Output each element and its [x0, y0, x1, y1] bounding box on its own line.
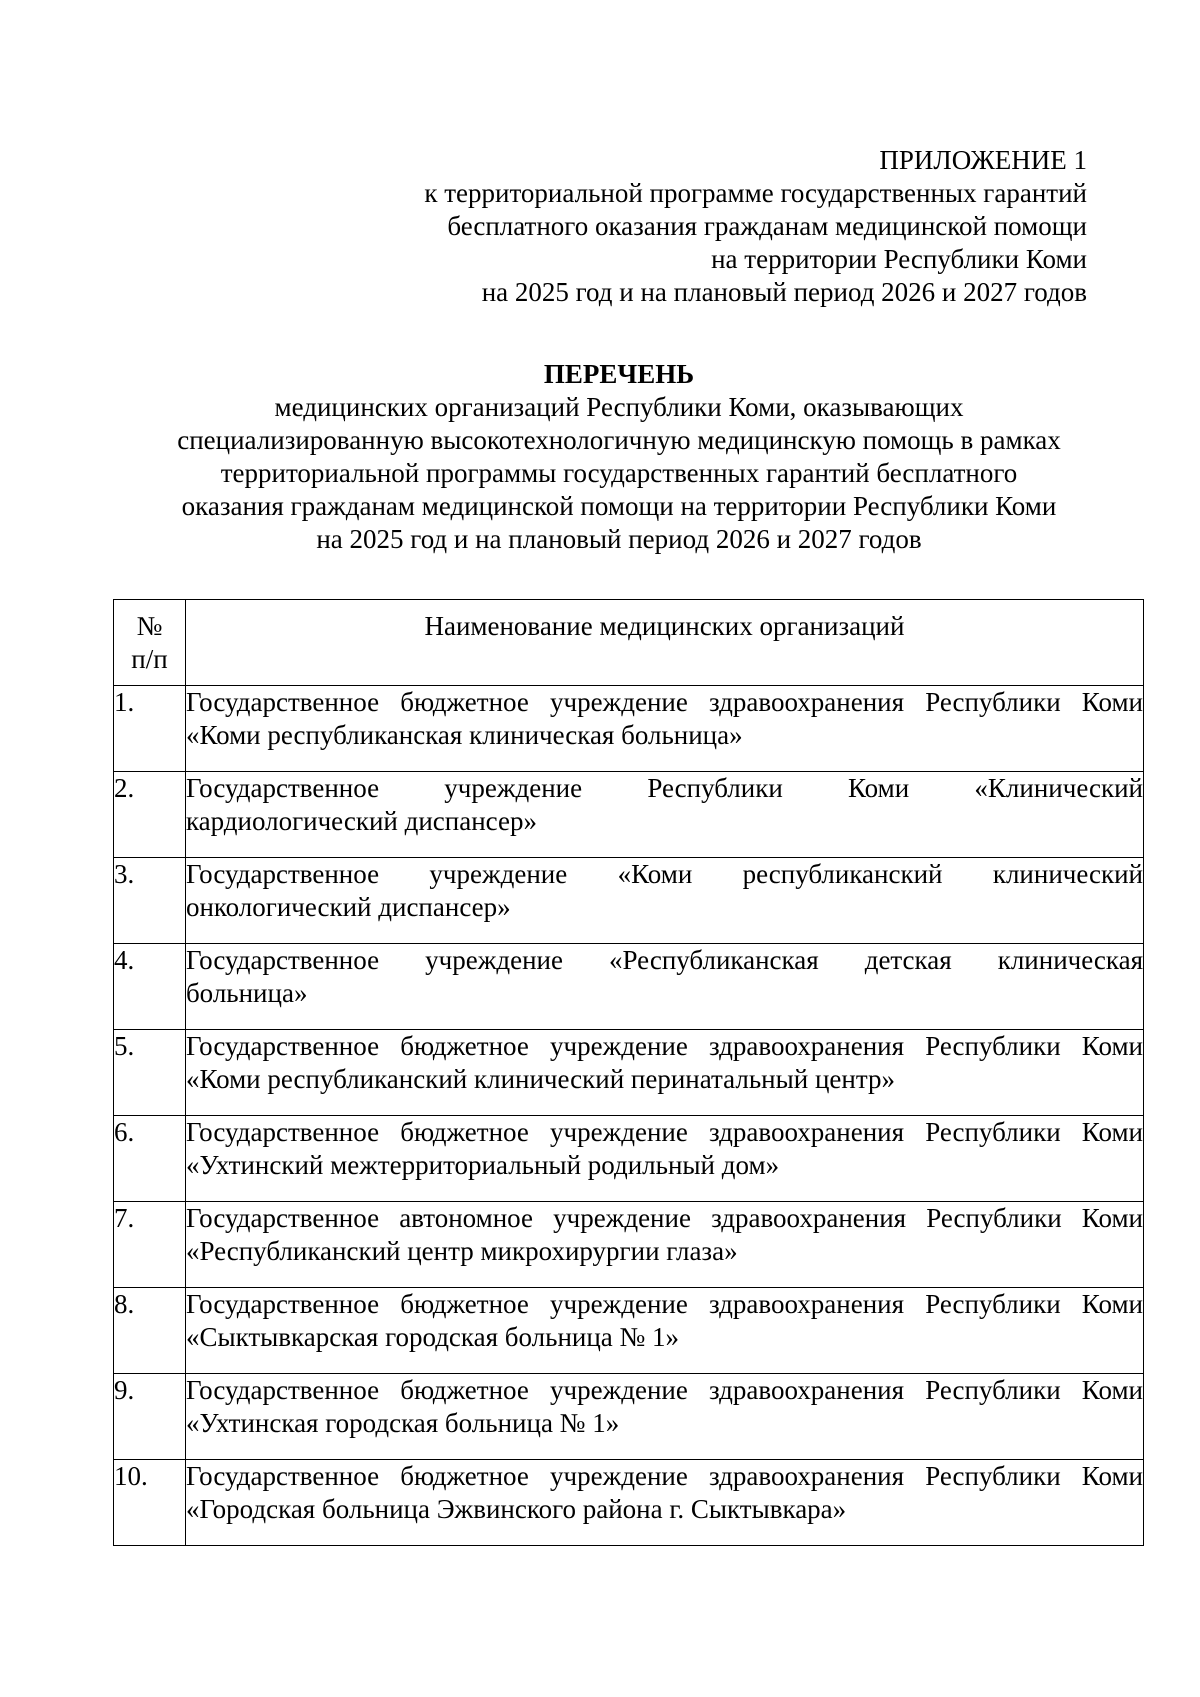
table-row — [114, 1030, 1144, 1116]
org-name-line: онкологический диспансер» — [185, 892, 511, 922]
row-organization-name — [185, 858, 1143, 944]
row-number: 2. — [114, 772, 186, 858]
org-name-line: Государственное учреждение Республики Коми «Клинический — [185, 773, 1143, 803]
row-number: 9. — [114, 1374, 186, 1460]
title-line: специализированную высокотехнологичную медицинскую помощь в рамках — [177, 425, 1061, 455]
row-number: 8. — [114, 1288, 186, 1374]
org-name-line: «Республиканский центр микрохирургии глаза» — [185, 1236, 738, 1266]
table-row — [114, 944, 1144, 1030]
header-number-label: п/п — [131, 644, 168, 674]
org-name-line: Государственное бюджетное учреждение здравоохранения Республики Коми — [185, 1461, 1143, 1491]
title-line: оказания гражданам медицинской помощи на территории Республики Коми — [181, 491, 1057, 521]
appendix-title: ПРИЛОЖЕНИЕ 1 — [879, 145, 1087, 175]
org-name-line: Государственное автономное учреждение здравоохранения Республики Коми — [185, 1203, 1143, 1233]
appendix-line: на 2025 год и на плановый период 2026 и 2027 годов — [481, 277, 1087, 307]
row-number: 10. — [114, 1460, 186, 1546]
org-name-line: Государственное бюджетное учреждение здравоохранения Республики Коми — [185, 1289, 1143, 1319]
header-number-column — [114, 600, 186, 686]
org-name-line: «Коми республиканский клинический перинатальный центр» — [185, 1064, 895, 1094]
appendix-line: бесплатного оказания гражданам медицинской помощи — [447, 211, 1087, 241]
document-heading: ПЕРЕЧЕНЬ — [543, 359, 695, 389]
row-organization-name — [185, 1374, 1143, 1460]
row-organization-name — [185, 1460, 1143, 1546]
row-organization-name — [185, 772, 1143, 858]
org-name-line: «Ухтинская городская больница № 1» — [185, 1408, 620, 1438]
org-name-line: Государственное бюджетное учреждение здравоохранения Республики Коми — [185, 1031, 1143, 1061]
header-number-symbol: № — [136, 611, 163, 641]
row-number: 4. — [114, 944, 186, 1030]
table-row — [114, 858, 1144, 944]
table-row — [114, 1374, 1144, 1460]
row-number: 6. — [114, 1116, 186, 1202]
table-row — [114, 1460, 1144, 1546]
table-row — [114, 1288, 1144, 1374]
table-row — [114, 1116, 1144, 1202]
appendix-header — [287, 144, 1087, 309]
org-name-line: кардиологический диспансер» — [185, 806, 537, 836]
org-name-line: «Городская больница Эжвинского района г. Сыктывкара» — [185, 1494, 847, 1524]
row-organization-name — [185, 1202, 1143, 1288]
row-number: 7. — [114, 1202, 186, 1288]
header-name-column: Наименование медицинских организаций — [185, 600, 1143, 686]
org-name-line: Государственное бюджетное учреждение здравоохранения Республики Коми — [185, 687, 1143, 717]
org-name-line: больница» — [185, 978, 308, 1008]
org-name-line: Государственное бюджетное учреждение здравоохранения Республики Коми — [185, 1117, 1143, 1147]
appendix-line: на территории Республики Коми — [711, 244, 1087, 274]
org-name-line: «Ухтинский межтерриториальный родильный дом» — [185, 1150, 780, 1180]
table-body — [114, 686, 1144, 1546]
title-line: территориальной программы государственных гарантий бесплатного — [220, 458, 1018, 488]
row-number: 1. — [114, 686, 186, 772]
row-organization-name — [185, 1288, 1143, 1374]
org-name-line: Государственное бюджетное учреждение здравоохранения Республики Коми — [185, 1375, 1143, 1405]
row-number: 5. — [114, 1030, 186, 1116]
title-line: медицинских организаций Республики Коми, оказывающих — [274, 392, 964, 422]
document-title-block — [113, 358, 1125, 556]
row-organization-name — [185, 1116, 1143, 1202]
table-header-row — [114, 600, 1144, 686]
org-name-line: «Коми республиканская клиническая больница» — [185, 720, 743, 750]
org-name-line: Государственное учреждение «Республиканская детская клиническая — [185, 945, 1143, 975]
appendix-line: к территориальной программе государственных гарантий — [424, 178, 1087, 208]
table-row — [114, 772, 1144, 858]
row-number: 3. — [114, 858, 186, 944]
title-line: на 2025 год и на плановый период 2026 и 2027 годов — [316, 524, 922, 554]
table-row — [114, 686, 1144, 772]
row-organization-name — [185, 944, 1143, 1030]
org-name-line: Государственное учреждение «Коми республиканский клинический — [185, 859, 1143, 889]
row-organization-name — [185, 686, 1143, 772]
row-organization-name — [185, 1030, 1143, 1116]
organizations-table — [113, 599, 1144, 1546]
table-row — [114, 1202, 1144, 1288]
org-name-line: «Сыктывкарская городская больница № 1» — [185, 1322, 680, 1352]
